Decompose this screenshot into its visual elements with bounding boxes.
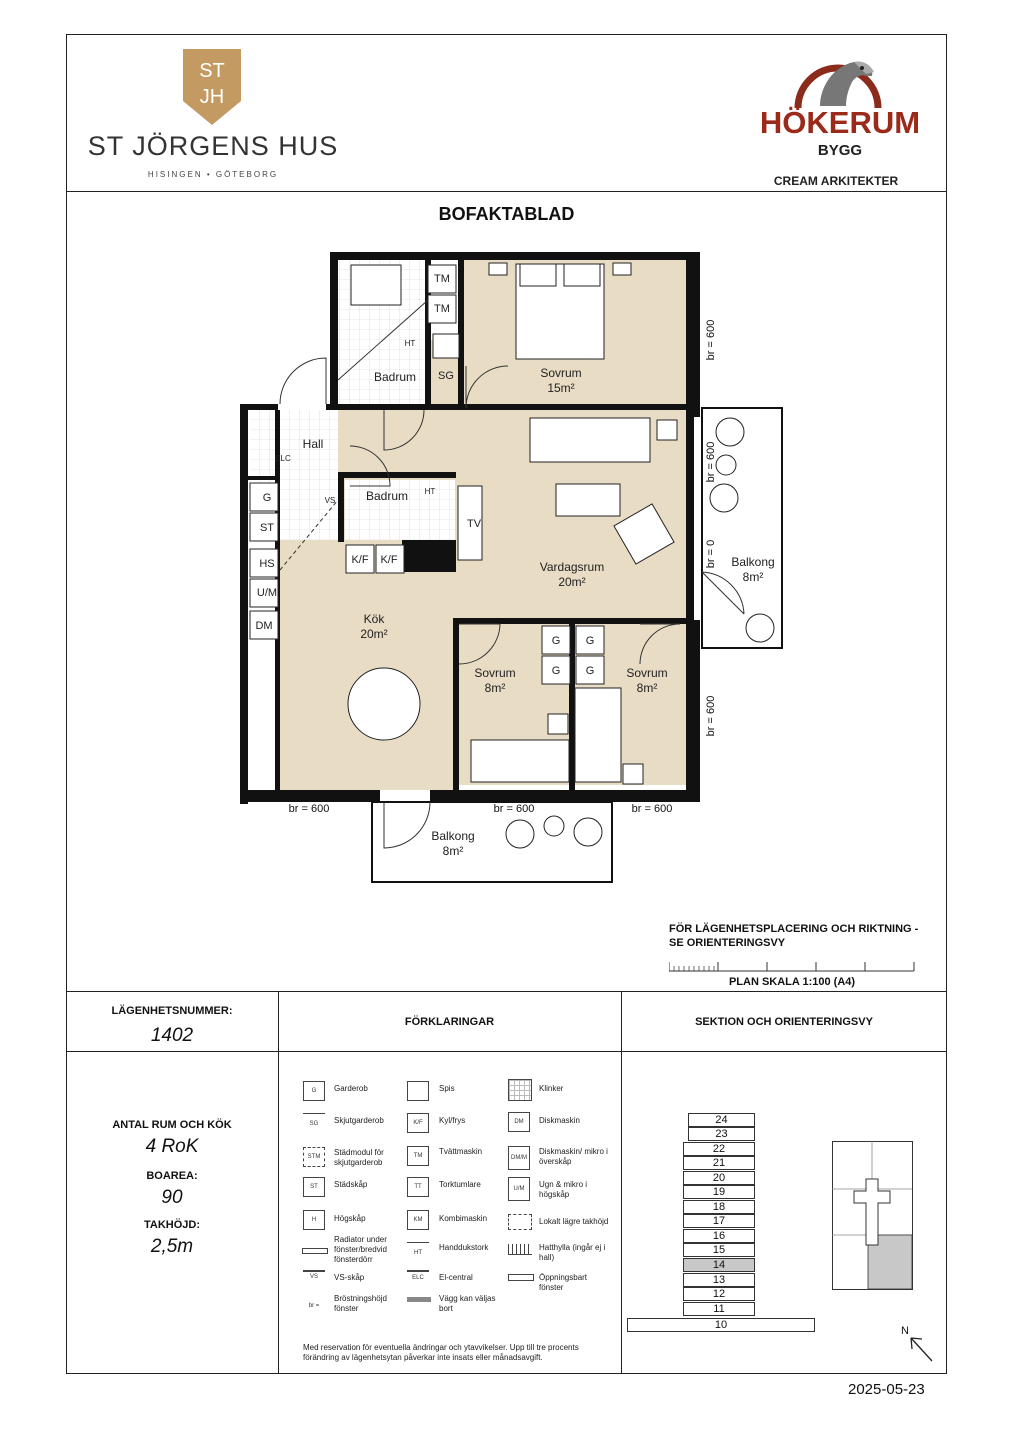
legend-disclaimer: Med reservation för eventuella ändringar och ytavvikelser. Upp till tre procents förändring av lägenhetsytan påverkar inte insats eller månadsavgift. <box>303 1343 579 1362</box>
legend-text-um: Ugn & mikro i högskåp <box>539 1180 588 1199</box>
legend-icon-ht: HT <box>407 1242 429 1262</box>
label-tv: TV <box>466 518 482 530</box>
floor-16: 16 <box>683 1229 755 1243</box>
legend-text-vs: VS-skåp <box>334 1273 365 1282</box>
brand-sub: HISINGEN • GÖTEBORG <box>147 170 279 179</box>
room-area-kitchen: 20m² <box>360 627 388 641</box>
legend-icon-tm: TM <box>407 1146 429 1166</box>
builder-sub: BYGG <box>817 142 863 159</box>
radiator-icon <box>302 1248 328 1254</box>
legend-text-radiator: Radiator under fönster/bredvid fönsterdörr <box>334 1235 387 1264</box>
floor-21: 21 <box>683 1156 755 1170</box>
label-g-bed3-1: G <box>585 635 595 647</box>
rooms-value: 4 RoK <box>145 1136 199 1157</box>
removable-wall-icon <box>407 1297 431 1302</box>
label-g-bed2-2: G <box>551 665 561 677</box>
floor-18: 18 <box>683 1200 755 1214</box>
label-kf-2: K/F <box>380 554 398 566</box>
floor-10: 10 <box>627 1318 815 1332</box>
document-date: 2025-05-23 <box>848 1381 925 1398</box>
dim-living-window: br = 600 <box>705 441 717 483</box>
room-label-bedroom-3: Sovrum <box>626 666 668 680</box>
floor-24: 24 <box>688 1113 755 1127</box>
label-tm-2: TM <box>434 303 450 315</box>
header-divider <box>66 191 947 192</box>
scale-label: PLAN SKALA 1:100 (A4) <box>728 976 856 988</box>
room-label-hall: Hall <box>302 437 324 451</box>
label-ht-2: HT <box>424 487 436 496</box>
dim-bedroom-main-window: br = 600 <box>705 319 717 361</box>
orientation-note-2: SE ORIENTERINGSVY <box>669 937 786 949</box>
floor-14-highlighted: 14 <box>683 1258 755 1272</box>
legend-text-dm: Diskmaskin <box>539 1116 580 1125</box>
builder-name: HÖKERUM <box>759 105 921 140</box>
legend-icon-tt: TT <box>407 1177 429 1197</box>
room-label-balcony-east: Balkong <box>731 555 775 569</box>
room-label-bathroom-2: Badrum <box>365 489 409 503</box>
floor-23: 23 <box>688 1127 755 1141</box>
brand-monogram-bottom: JH <box>199 86 225 108</box>
legend-icon-elc: ELC <box>407 1270 429 1284</box>
floor-13: 13 <box>683 1273 755 1287</box>
legend-title: FÖRKLARINGAR <box>404 1016 495 1028</box>
north-label: N <box>901 1325 909 1337</box>
floor-plan <box>230 245 800 895</box>
room-area-balcony-south: 8m² <box>442 844 464 858</box>
legend-text-h: Högskåp <box>334 1214 366 1223</box>
label-hs: HS <box>259 558 275 570</box>
room-label-kitchen: Kök <box>363 612 385 626</box>
legend-text-spis: Spis <box>439 1084 455 1093</box>
legend-text-tm: Tvättmaskin <box>439 1147 483 1156</box>
legend-icon-dmm: DM/M <box>508 1146 530 1170</box>
floor-11: 11 <box>683 1302 755 1316</box>
label-g-bed3-2: G <box>585 665 595 677</box>
room-label-balcony-south: Balkong <box>431 829 475 843</box>
hat-shelf-icon <box>508 1244 532 1255</box>
legend-icon-stm: STM <box>303 1147 325 1167</box>
section-title: SEKTION OCH ORIENTERINGSVY <box>695 1016 873 1028</box>
room-area-balcony-east: 8m² <box>742 570 764 584</box>
north-arrow-icon <box>908 1335 934 1363</box>
info-col-divider-2 <box>621 991 622 1374</box>
legend-text-wall: Vägg kan väljas bort <box>439 1294 496 1313</box>
legend-icon-br: br = <box>308 1303 320 1309</box>
area-label: BOAREA: <box>146 1170 198 1182</box>
room-label-bathroom-1: Badrum <box>373 370 417 384</box>
info-col-divider-1 <box>278 991 279 1374</box>
balcony-south-outline <box>372 802 612 882</box>
legend-icon-km: KM <box>407 1210 429 1230</box>
floor-17: 17 <box>683 1214 755 1228</box>
legend-text-hat-shelf: Hatthylla (ingår ej i hall) <box>539 1243 606 1262</box>
rooms-label: ANTAL RUM OCH KÖK <box>112 1119 232 1131</box>
legend-text-dmm: Diskmaskin/ mikro i överskåp <box>539 1147 608 1166</box>
label-dm: DM <box>255 620 273 632</box>
floor-20: 20 <box>683 1171 755 1185</box>
room-area-living: 20m² <box>558 575 586 589</box>
legend-text-sg: Skjutgarderob <box>334 1116 384 1125</box>
brand-monogram-top: ST <box>199 60 225 82</box>
eagle-icon <box>790 38 886 108</box>
page-title: BOFAKTABLAD <box>438 204 575 224</box>
dim-bed3-window: br = 600 <box>631 803 673 815</box>
label-sg: SG <box>438 370 454 382</box>
info-header-divider <box>66 1051 947 1052</box>
architect-name: CREAM ARKITEKTER <box>773 174 899 188</box>
legend-text-kf: Kyl/frys <box>439 1116 466 1125</box>
floor-19: 19 <box>683 1185 755 1199</box>
room-area-bedroom-2: 8m² <box>484 681 506 695</box>
area-value: 90 <box>161 1187 183 1208</box>
height-value: 2,5m <box>150 1236 194 1257</box>
stove-icon <box>407 1081 429 1101</box>
legend-text-km: Kombimaskin <box>439 1214 488 1223</box>
tile-icon <box>508 1079 532 1101</box>
room-label-bedroom-main: Sovrum <box>540 366 582 380</box>
low-ceiling-icon <box>508 1214 532 1230</box>
legend-icon-sg: SG <box>303 1113 325 1133</box>
room-area-bedroom-3: 8m² <box>636 681 658 695</box>
apt-number-label: LÄGENHETSNUMMER: <box>111 1005 233 1017</box>
brand-monogram-icon <box>183 49 241 125</box>
scale-bar <box>669 960 915 974</box>
legend-icon-st: ST <box>303 1177 325 1197</box>
label-g-bed2-1: G <box>551 635 561 647</box>
label-ht-1: HT <box>404 339 416 348</box>
orientation-plan <box>832 1141 914 1291</box>
legend-icon-kf: K/F <box>407 1113 429 1133</box>
label-tm-1: TM <box>434 273 450 285</box>
legend-text-g: Garderob <box>334 1084 368 1093</box>
legend-text-window: Öppningsbart fönster <box>539 1273 588 1292</box>
legend-text-br: Bröstningshöjd fönster <box>334 1294 387 1313</box>
legend-text-klinker: Klinker <box>539 1084 564 1093</box>
dim-bed3-side-window: br = 600 <box>705 695 717 737</box>
height-label: TAKHÖJD: <box>143 1219 200 1231</box>
room-label-bedroom-2: Sovrum <box>474 666 516 680</box>
dim-living-door: br = 0 <box>705 539 717 569</box>
window-icon <box>508 1274 534 1281</box>
legend-icon-h: H <box>303 1210 325 1230</box>
dim-kitchen-window: br = 600 <box>288 803 330 815</box>
floor-15: 15 <box>683 1243 755 1257</box>
legend-text-elc: El-central <box>439 1273 473 1282</box>
legend-text-ht: Handdukstork <box>439 1243 489 1252</box>
legend-text-st: Städskåp <box>334 1180 368 1189</box>
label-kf-1: K/F <box>351 554 369 566</box>
legend-icon-vs: VS <box>303 1270 325 1282</box>
dim-bed2-window: br = 600 <box>493 803 535 815</box>
orientation-note-1: FÖR LÄGENHETSPLACERING OCH RIKTNING - <box>669 923 919 935</box>
apt-number: 1402 <box>150 1025 194 1046</box>
label-vs: VS <box>324 496 336 505</box>
brand-name: ST JÖRGENS HUS <box>87 131 339 161</box>
legend-icon-dm: DM <box>508 1112 530 1132</box>
floor-12: 12 <box>683 1287 755 1301</box>
legend-icon-g: G <box>303 1081 325 1101</box>
info-divider <box>66 991 947 992</box>
label-um: U/M <box>256 587 278 599</box>
label-elc: ELC <box>275 454 291 463</box>
floor-22: 22 <box>683 1142 755 1156</box>
legend-text-stm: Städmodul för skjutgarderob <box>334 1148 384 1167</box>
room-area-bedroom-main: 15m² <box>547 381 575 395</box>
label-g-hall: G <box>262 492 272 504</box>
room-label-living: Vardagsrum <box>539 560 605 574</box>
room-fill-kitchen <box>280 540 455 790</box>
legend-text-low-ceiling: Lokalt lägre takhöjd <box>539 1217 609 1226</box>
legend-icon-um: U/M <box>508 1177 530 1201</box>
label-st: ST <box>259 522 275 534</box>
legend-text-tt: Torktumlare <box>439 1180 481 1189</box>
